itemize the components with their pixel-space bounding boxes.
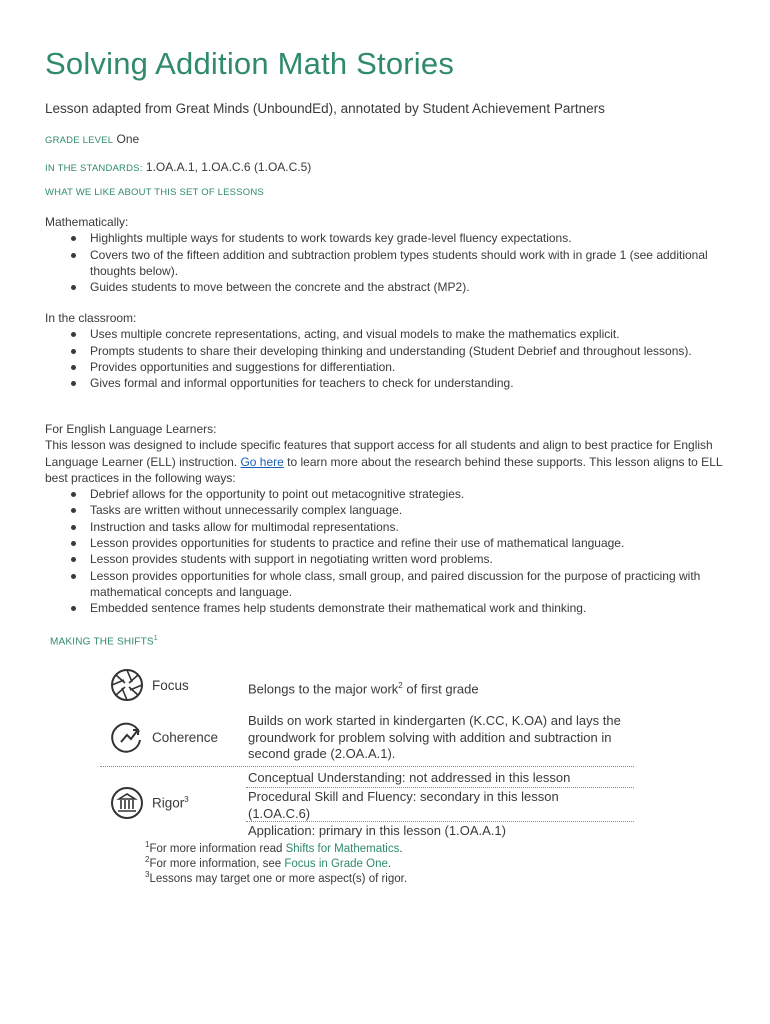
list-item: Gives formal and informal opportunities for teachers to check for understanding. [45,375,735,391]
coherence-description: Builds on work started in kindergarten (K.CC, K.OA) and lays the groundwork for problem solving with addition and subtraction in second grade (2.OA.A.1). [248,713,621,761]
ell-section [45,421,735,617]
standards [45,160,311,174]
classroom-list [45,326,735,391]
standards-label: IN THE STANDARDS: [45,163,143,174]
list-item: Lesson provides opportunities for whole class, small group, and paired discussion for the purpose of practicing with mathematical concepts and language. [45,568,735,601]
focus-desc-end: of first grade [402,681,479,697]
grade-level-value: One [116,132,140,146]
footnote-number: 2 [145,855,150,864]
list-item: Prompts students to share their developing thinking and understanding (Student Debrief and throughout lessons). [45,343,735,359]
footnote-text: For more information, see [149,857,285,870]
ell-intro-text: This lesson was designed to include specific features that support access for all students and align to best practice for English Language Learner (ELL) instruction. [45,438,713,469]
rigor-label [152,795,189,811]
ell-list [45,486,735,616]
focus-description [248,678,638,698]
list-item: Embedded sentence frames help students demonstrate their mathematical work and thinking. [45,600,735,616]
rigor-line: Application: primary in this lesson (1.OA.A.1) [248,823,506,838]
footnote-text: Lessons may target one or more aspect(s) of rigor. [149,872,408,885]
divider [246,821,634,822]
rigor-footnote-ref: 3 [184,795,189,804]
ell-intro [45,437,735,486]
list-item: Lesson provides opportunities for students to practice and refine their use of mathematical language. [45,535,735,551]
grade-level-label: GRADE LEVEL [45,135,114,146]
rigor-line: Conceptual Understanding: not addressed in this lesson [248,770,571,785]
list-item: Instruction and tasks allow for multimodal representations. [45,519,735,535]
footnote-end: . [387,857,392,870]
shifts-title-text: MAKING THE SHIFTS [50,636,154,648]
footnote-3 [145,870,407,885]
divider [246,787,634,788]
shifts-for-mathematics-link[interactable]: Shifts for Mathematics [285,842,400,855]
classroom-section [45,310,735,391]
shifts-title-footnote-ref: 1 [153,635,158,642]
mathematically-heading: Mathematically: [45,215,129,229]
go-here-link[interactable]: Go here [240,454,284,469]
focus-in-grade-one-link[interactable]: Focus in Grade One [284,857,388,870]
page-title: Solving Addition Math Stories [45,46,455,81]
grade-level [45,132,139,146]
coherence-icon [110,720,144,754]
footnote-1 [145,840,403,855]
list-item: Tasks are written without unnecessarily complex language. [45,502,735,518]
divider [100,766,634,767]
list-item: Provides opportunities and suggestions for differentiation. [45,359,735,375]
footnote-number: 3 [145,870,150,879]
coherence-label: Coherence [152,730,219,745]
standards-value: 1.OA.A.1, 1.OA.C.6 (1.OA.C.5) [145,160,312,174]
list-item: Guides students to move between the concrete and the abstract (MP2). [45,279,735,295]
page-subtitle: Lesson adapted from Great Minds (UnboundEd), annotated by Student Achievement Partners [45,101,605,116]
footnote-end: . [399,842,403,855]
footnote-text: For more information read [149,842,286,855]
list-item: Uses multiple concrete representations, acting, and visual models to make the mathematics explicit. [45,326,735,342]
footnote-number: 1 [145,840,150,849]
mathematically-section [45,214,735,295]
focus-label: Focus [152,678,189,693]
making-the-shifts-title [50,635,158,647]
what-we-like-label: WHAT WE LIKE ABOUT THIS SET OF LESSONS [45,187,264,198]
mathematically-list [45,230,735,295]
focus-icon [110,668,144,702]
rigor-label-text: Rigor [152,795,185,811]
focus-footnote-ref: 2 [398,681,403,690]
rigor-line: Procedural Skill and Fluency: secondary in this lesson (1.OA.C.6) [248,789,559,821]
ell-heading: For English Language Learners: [45,422,217,436]
rigor-icon [110,786,144,820]
list-item: Debrief allows for the opportunity to point out metacognitive strategies. [45,486,735,502]
ell-intro-text-end: to learn more about the research behind these supports. This lesson aligns to ELL best practices in the following ways: [45,454,723,485]
footnote-2 [145,855,391,870]
classroom-heading: In the classroom: [45,311,137,325]
focus-desc-text: Belongs to the major work [248,681,399,697]
list-item: Covers two of the fifteen addition and subtraction problem types students should work with in grade 1 (see additional thoughts below). [45,247,735,280]
list-item: Highlights multiple ways for students to work towards key grade-level fluency expectations. [45,230,735,246]
list-item: Lesson provides students with support in negotiating written word problems. [45,551,735,567]
